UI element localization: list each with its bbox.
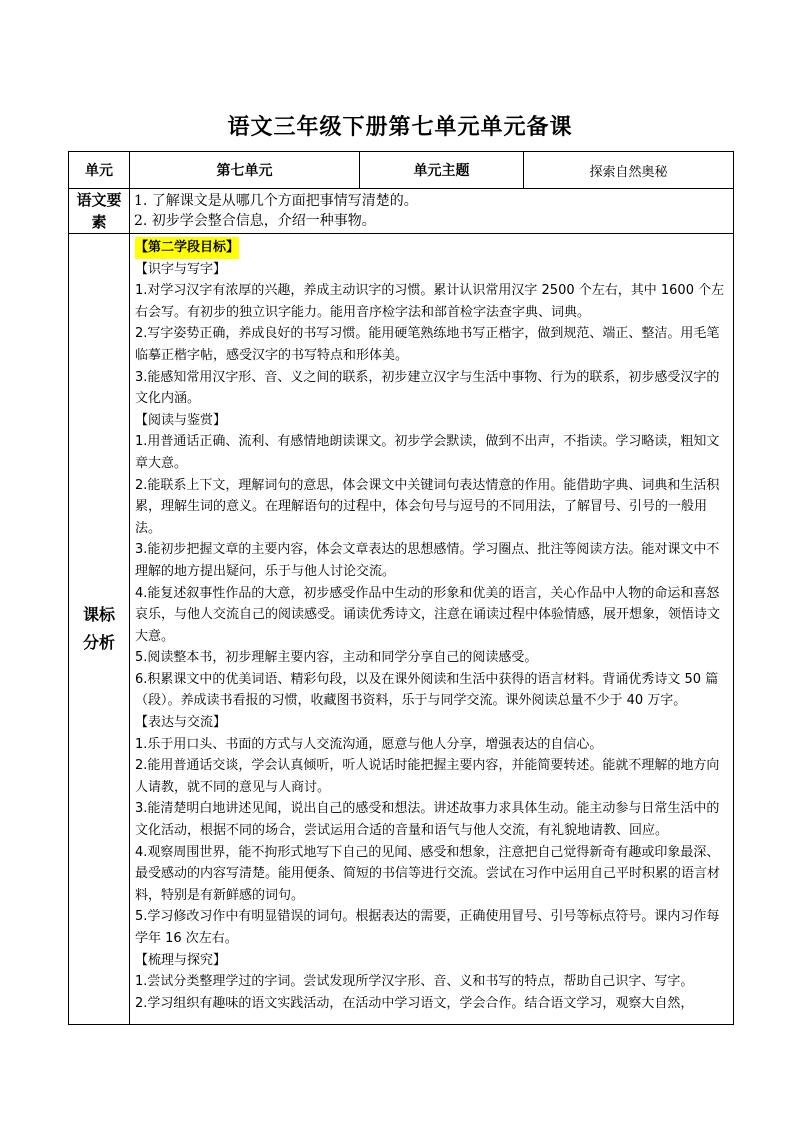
section-heading: 【表达与交流】: [135, 715, 227, 731]
list-item: 5.阅读整本书，初步理解主要内容，主动和同学分享自己的阅读感受。: [135, 650, 538, 666]
requirement-item: 2. 初步学会整合信息，介绍一种事物。: [134, 213, 376, 229]
lesson-plan-table: [68, 151, 734, 1025]
section-heading: 【识字与写字】: [135, 261, 227, 277]
analysis-label: 课标 分析: [69, 234, 130, 1025]
list-item: 2.能用普通话交谈，学会认真倾听，听人说话时能把握主要内容，并能简要转述。能就不理解的地方向人请教，就不同的意见与人商讨。: [135, 758, 720, 795]
header-row: [69, 152, 734, 189]
theme-value: 探索自然奥秘: [524, 152, 734, 189]
requirements-content: [130, 189, 734, 234]
list-item: 4.观察周围世界，能不拘形式地写下自己的见闻、感受和想象，注意把自己觉得新奇有趣或印象最深、最受感动的内容写清楚。能用便条、简短的书信等进行交流。尝试在习作中运用自己平时积累的语言材料，特别是有新鲜感的词句。: [135, 844, 721, 903]
list-item: 1.用普通话正确、流利、有感情地朗读课文。初步学会默读，做到不出声，不指读。学习略读，粗知文章大意。: [135, 434, 720, 471]
list-item: 1.对学习汉字有浓厚的兴趣，养成主动识字的习惯。累计认识常用汉字 2500 个左右，其中 1600 个左右会写。有初步的独立识字能力。能用音序检字法和部首检字法查字典、词典。: [135, 283, 725, 320]
list-item: 5.学习修改习作中有明显错误的词句。根据表达的需要，正确使用冒号、引号等标点符号。课内习作每学年 16 次左右。: [135, 909, 720, 946]
list-item: 3.能感知常用汉字形、音、义之间的联系，初步建立汉字与生活中事物、行为的联系，初步感受汉字的文化内涵。: [135, 369, 720, 407]
unit-value: 第七单元: [130, 152, 360, 189]
stage-title: 【第二学段目标】: [135, 237, 239, 259]
list-item: 4.能复述叙事性作品的大意，初步感受作品中生动的形象和优美的语言，关心作品中人物的命运和喜怒哀乐，与他人交流自己的阅读感受。诵读优秀诗文，注意在诵读过程中体验情感，展开想象，领悟诗文大意。: [135, 585, 721, 644]
analysis-row: [69, 234, 734, 1025]
page-title: 语文三年级下册第七单元单元备课: [227, 115, 573, 140]
theme-label: 单元主题: [360, 152, 524, 189]
list-item: 2.写字姿势正确，养成良好的书写习惯。能用硬笔熟练地书写正楷字，做到规范、端正、整洁。用毛笔临摹正楷字帖，感受汉字的书写特点和形体美。: [135, 326, 720, 363]
list-item: 3.能初步把握文章的主要内容，体会文章表达的思想感情。学习圈点、批注等阅读方法。能对课文中不理解的地方提出疑问，乐于与他人讨论交流。: [135, 542, 720, 579]
list-item: 1.尝试分类整理学过的字词。尝试发现所学汉字形、音、义和书写的特点，帮助自己识字、写字。: [135, 974, 694, 990]
analysis-content: [130, 234, 734, 1025]
requirements-row: [69, 189, 734, 234]
list-item: 3.能清楚明白地讲述见闻，说出自己的感受和想法。讲述故事力求具体生动。能主动参与日常生活中的文化活动，根据不同的场合，尝试运用合适的音量和语气与他人交流，有礼貌地请教、回应。: [135, 801, 720, 839]
list-item: 6.积累课文中的优美词语、精彩句段，以及在课外阅读和生活中获得的语言材料。背诵优秀诗文 50 篇（段）。养成读书看报的习惯，收藏图书资料，乐于与同学交流。课外阅读总量不少于 40 万字。: [135, 671, 719, 709]
section-heading: 【阅读与鉴赏】: [135, 412, 227, 428]
list-item: 2.学习组织有趣味的语文实践活动，在活动中学习语文，学会合作。结合语文学习，观察大自然，: [135, 995, 694, 1011]
requirement-item: 1. 了解课文是从哪几个方面把事情写清楚的。: [134, 193, 418, 209]
requirements-label: 语文要 素: [69, 189, 130, 234]
unit-label: 单元: [69, 152, 130, 189]
list-item: 1.乐于用口头、书面的方式与人交流沟通，愿意与他人分享，增强表达的自信心。: [135, 736, 603, 752]
list-item: 2.能联系上下文，理解词句的意思，体会课文中关键词句表达情意的作用。能借助字典、词典和生活积累，理解生词的意义。在理解语句的过程中，体会句号与逗号的不同用法，了解冒号、引号的一般用法。: [135, 477, 720, 536]
section-heading: 【梳理与探究】: [135, 952, 227, 968]
